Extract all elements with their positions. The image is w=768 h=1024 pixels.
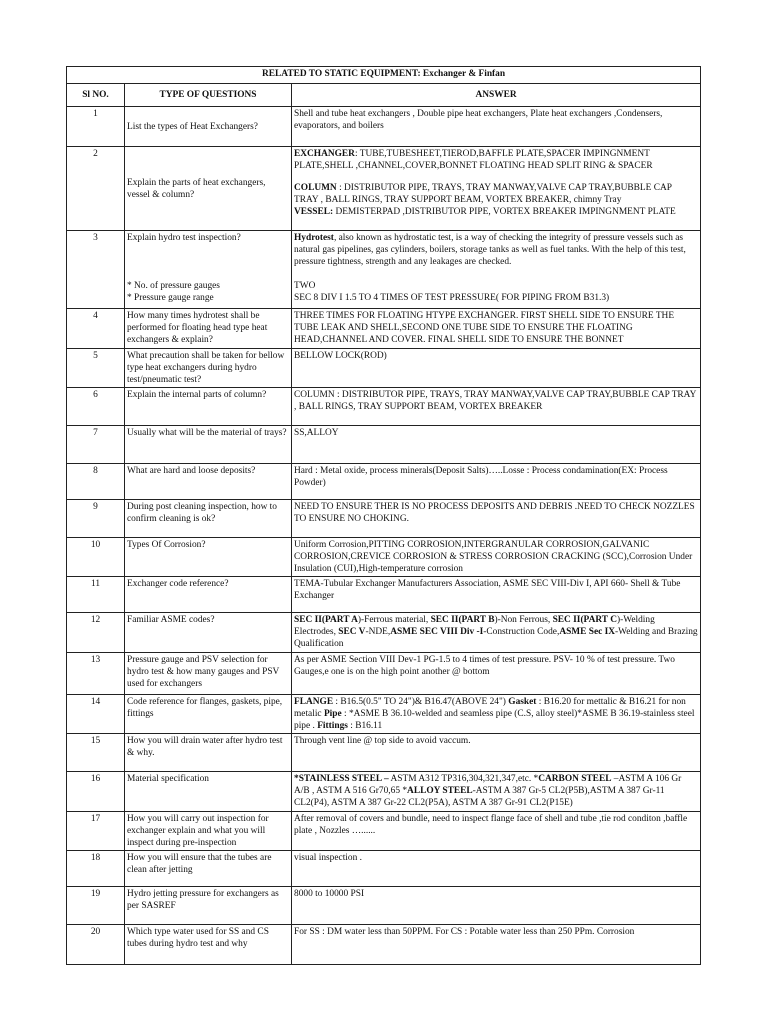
answer-text-column: : DISTRIBUTOR PIPE, TRAYS, TRAY MANWAY,VALVE CAP TRAY,BUBBLE CAP TRAY , BALL RINGS, TRAY SUPPORT BEAM, VORTEX BREAKER, chimny Tray	[294, 183, 672, 205]
table-row	[67, 887, 701, 925]
row-number: 9	[67, 500, 125, 538]
table-row	[67, 613, 701, 653]
answer-cell	[292, 231, 701, 309]
material-text: –ASTM A 106 Gr A/B , ASTM A 516 Gr70,65 *	[294, 774, 682, 796]
header-type-of-questions: TYPE OF QUESTIONS	[125, 84, 292, 107]
question-cell: Which type water used for SS and CS tubes during hydro test and why	[125, 925, 292, 965]
question-cell: Pressure gauge and PSV selection for hydro test & how many gauges and PSV used for exchangers	[125, 653, 292, 695]
row-number: 3	[67, 231, 125, 309]
answer-cell: Hard : Metal oxide, process minerals(Deposit Salts)…..Losse : Process condamination(EX: Process Powder)	[292, 464, 701, 500]
code-desc: -Construction Code,	[483, 627, 560, 637]
question-cell: Types Of Corrosion?	[125, 538, 292, 577]
question-cell: What are hard and loose deposits?	[125, 464, 292, 500]
pipe-text: : *ASME B 36.10-welded and seamless pipe (C.S, alloy steel)*ASME B 36.19-stainless steel pipe .	[294, 709, 695, 731]
fittings-text: : B16.11	[347, 721, 383, 731]
material-text: -ASTM A 387 Gr-5 CL2(P5B),ASTM A 387 Gr-11 CL2(P4), ASTM A 387 Gr-22 CL2(P5A), ASTM A 387 Gr-91 CL2(P15E)	[294, 786, 665, 808]
question-cell: Usually what will be the material of trays?	[125, 426, 292, 464]
table-row	[67, 851, 701, 887]
row-number: 16	[67, 772, 125, 812]
answer-label-column: COLUMN	[294, 183, 337, 193]
answer-label-vessel: VESSEL:	[294, 207, 334, 217]
answer-subitem: SEC 8 DIV I 1.5 TO 4 TIMES OF TEST PRESSURE( FOR PIPING FROM B31.3)	[294, 293, 610, 303]
question-cell: How you will ensure that the tubes are clean after jetting	[125, 851, 292, 887]
table-row	[67, 695, 701, 734]
table-row	[67, 231, 701, 309]
answer-cell: As per ASME Section VIII Dev-1 PG-1.5 to 4 times of test pressure. PSV- 10 % of test pressure. Two Gauges,e one is on the high point another @ bottom	[292, 653, 701, 695]
answer-cell: Shell and tube heat exchangers , Double pipe heat exchangers, Plate heat exchangers ,Condensers, evaporators, and boilers	[292, 107, 701, 147]
answer-cell: SS,ALLOY	[292, 426, 701, 464]
table-row	[67, 147, 701, 231]
row-number: 17	[67, 812, 125, 851]
answer-subitem: TWO	[294, 281, 316, 291]
question-cell: How you will drain water after hydro test & why.	[125, 734, 292, 772]
code-desc: )-Welding Electrodes,	[294, 615, 655, 637]
question-cell: How you will carry out inspection for exchanger explain and what you will inspect during pre-inspection	[125, 812, 292, 851]
header-row	[67, 84, 701, 107]
table-row	[67, 500, 701, 538]
questions-table	[66, 66, 701, 965]
question-text: Explain hydro test inspection?	[127, 233, 241, 243]
question-cell: Exchanger code reference?	[125, 577, 292, 613]
answer-label-exchanger: EXCHANGER	[294, 149, 355, 159]
answer-cell: TEMA-Tubular Exchanger Manufacturers Association, ASME SEC VIII-Div I, API 660- Shell & Tube Exchanger	[292, 577, 701, 613]
table-row	[67, 812, 701, 851]
question-cell: What precaution shall be taken for bellow type heat exchangers during hydro test/pneumatic test?	[125, 349, 292, 388]
row-number: 18	[67, 851, 125, 887]
material-label: *STAINLESS STEEL –	[294, 774, 389, 784]
row-number: 20	[67, 925, 125, 965]
row-number: 6	[67, 388, 125, 426]
question-cell: Code reference for flanges, gaskets, pipe, fittings	[125, 695, 292, 734]
answer-cell: After removal of covers and bundle, need to inspect flange face of shell and tube ,tie rod conditon ,baffle plate , Nozzles …......	[292, 812, 701, 851]
table-row	[67, 653, 701, 695]
row-number: 10	[67, 538, 125, 577]
answer-label-hydrotest: Hydrotest	[294, 233, 334, 243]
answer-cell: Through vent line @ top side to avoid vaccum.	[292, 734, 701, 772]
row-number: 1	[67, 107, 125, 147]
question-cell: Familiar ASME codes?	[125, 613, 292, 653]
table-row	[67, 426, 701, 464]
material-label: ALLOY STEEL	[407, 786, 473, 796]
row-number: 14	[67, 695, 125, 734]
answer-cell: visual inspection .	[292, 851, 701, 887]
row-number: 19	[67, 887, 125, 925]
question-cell: Explain the parts of heat exchangers, vessel & column?	[125, 147, 292, 231]
row-number: 7	[67, 426, 125, 464]
row-number: 5	[67, 349, 125, 388]
flange-text: : B16.5(0.5" TO 24")& B16.47(ABOVE 24")	[333, 697, 509, 707]
code-label: ASME Sec IX	[559, 627, 616, 637]
code-desc: -Welding and Brazing Qualification	[294, 627, 698, 649]
code-label: SEC II(PART A	[294, 615, 358, 625]
row-number: 15	[67, 734, 125, 772]
answer-text: , also known as hydrostatic test, is a way of checking the integrity of pressure vessels such as natural gas pipelines, gas cylinders, boilers, storage tanks as well as fuel tanks. With the help of this test, pressure tightness, strength and any leakages are checked.	[294, 233, 686, 267]
answer-cell: THREE TIMES FOR FLOATING HTYPE EXCHANGER. FIRST SHELL SIDE TO ENSURE THE TUBE LEAK AND SHELL,SECOND ONE TUBE SIDE TO ENSURE THE FLOATING HEAD,CHANNEL AND COVER. FINAL SHELL SIDE TO ENSURE THE BONNET	[292, 309, 701, 349]
code-desc: )-Ferrous material,	[357, 615, 431, 625]
table-row	[67, 734, 701, 772]
answer-cell: Uniform Corrosion,PITTING CORROSION,INTERGRANULAR CORROSION,GALVANIC CORROSION,CREVICE CORROSION & STRESS CORROSION CRACKING (SCC),Corrosion Under Insulation (CUI),High-temperature corrosion	[292, 538, 701, 577]
answer-cell	[292, 772, 701, 812]
pipe-label: Pipe	[323, 709, 342, 719]
question-cell	[125, 231, 292, 309]
answer-cell: For SS : DM water less than 50PPM. For CS : Potable water less than 250 PPm. Corrosion	[292, 925, 701, 965]
fittings-label: Fittings	[317, 721, 348, 731]
question-cell: How many times hydrotest shall be performed for floating head type heat exchangers & explain?	[125, 309, 292, 349]
code-label: SEC V	[338, 627, 366, 637]
row-number: 2	[67, 147, 125, 231]
table-row	[67, 464, 701, 500]
question-subitem: * Pressure gauge range	[127, 293, 214, 303]
header-answer: ANSWER	[292, 84, 701, 107]
answer-cell	[292, 695, 701, 734]
code-label: SEC II(PART B	[430, 615, 495, 625]
answer-cell: BELLOW LOCK(ROD)	[292, 349, 701, 388]
header-sl-no: Sl NO.	[67, 84, 125, 107]
question-cell: Explain the internal parts of column?	[125, 388, 292, 426]
question-cell: Hydro jetting pressure for exchangers as per SASREF	[125, 887, 292, 925]
table-row	[67, 538, 701, 577]
code-label: ASME SEC VIII Div -I	[390, 627, 484, 637]
question-cell: Material specification	[125, 772, 292, 812]
table-row	[67, 388, 701, 426]
gasket-label: Gasket	[508, 697, 537, 707]
row-number: 4	[67, 309, 125, 349]
answer-cell: NEED TO ENSURE THER IS NO PROCESS DEPOSITS AND DEBRIS .NEED TO CHECK NOZZLES TO ENSURE NO CHOKING.	[292, 500, 701, 538]
code-desc: )-Non Ferrous,	[494, 615, 553, 625]
answer-cell	[292, 613, 701, 653]
material-label: CARBON STEEL	[538, 774, 612, 784]
row-number: 13	[67, 653, 125, 695]
answer-text-exchanger: : TUBE,TUBESHEET,TIEROD,BAFFLE PLATE,SPACER IMPINGNMENT PLATE,SHELL ,CHANNEL,COVER,BONNET FLOATING HEAD SPLIT RING & SPACER	[294, 149, 653, 171]
answer-cell: COLUMN : DISTRIBUTOR PIPE, TRAYS, TRAY MANWAY,VALVE CAP TRAY,BUBBLE CAP TRAY , BALL RINGS, TRAY SUPPORT BEAM, VORTEX BREAKER	[292, 388, 701, 426]
table-row	[67, 925, 701, 965]
table-row	[67, 772, 701, 812]
question-subitem: * No. of pressure gauges	[127, 281, 220, 291]
row-number: 12	[67, 613, 125, 653]
question-cell: List the types of Heat Exchangers?	[125, 107, 292, 147]
answer-cell	[292, 147, 701, 231]
answer-text-vessel: DEMISTERPAD ,DISTRIBUTOR PIPE, VORTEX BREAKER IMPINGNMENT PLATE	[333, 207, 676, 217]
table-row	[67, 309, 701, 349]
code-desc: -NDE,	[365, 627, 391, 637]
question-cell: During post cleaning inspection, how to confirm cleaning is ok?	[125, 500, 292, 538]
row-number: 11	[67, 577, 125, 613]
table-row	[67, 107, 701, 147]
table-title: RELATED TO STATIC EQUIPMENT: Exchanger & Finfan	[67, 67, 701, 84]
table-row	[67, 577, 701, 613]
answer-cell: 8000 to 10000 PSI	[292, 887, 701, 925]
flange-label: FLANGE	[294, 697, 334, 707]
code-label: SEC II(PART C	[552, 615, 617, 625]
gasket-text: : B16.20 for mettalic & B16.21 for non metalic	[294, 697, 686, 719]
row-number: 8	[67, 464, 125, 500]
material-text: ASTM A312 TP316,304,321,347,etc. *	[388, 774, 539, 784]
table-row	[67, 349, 701, 388]
